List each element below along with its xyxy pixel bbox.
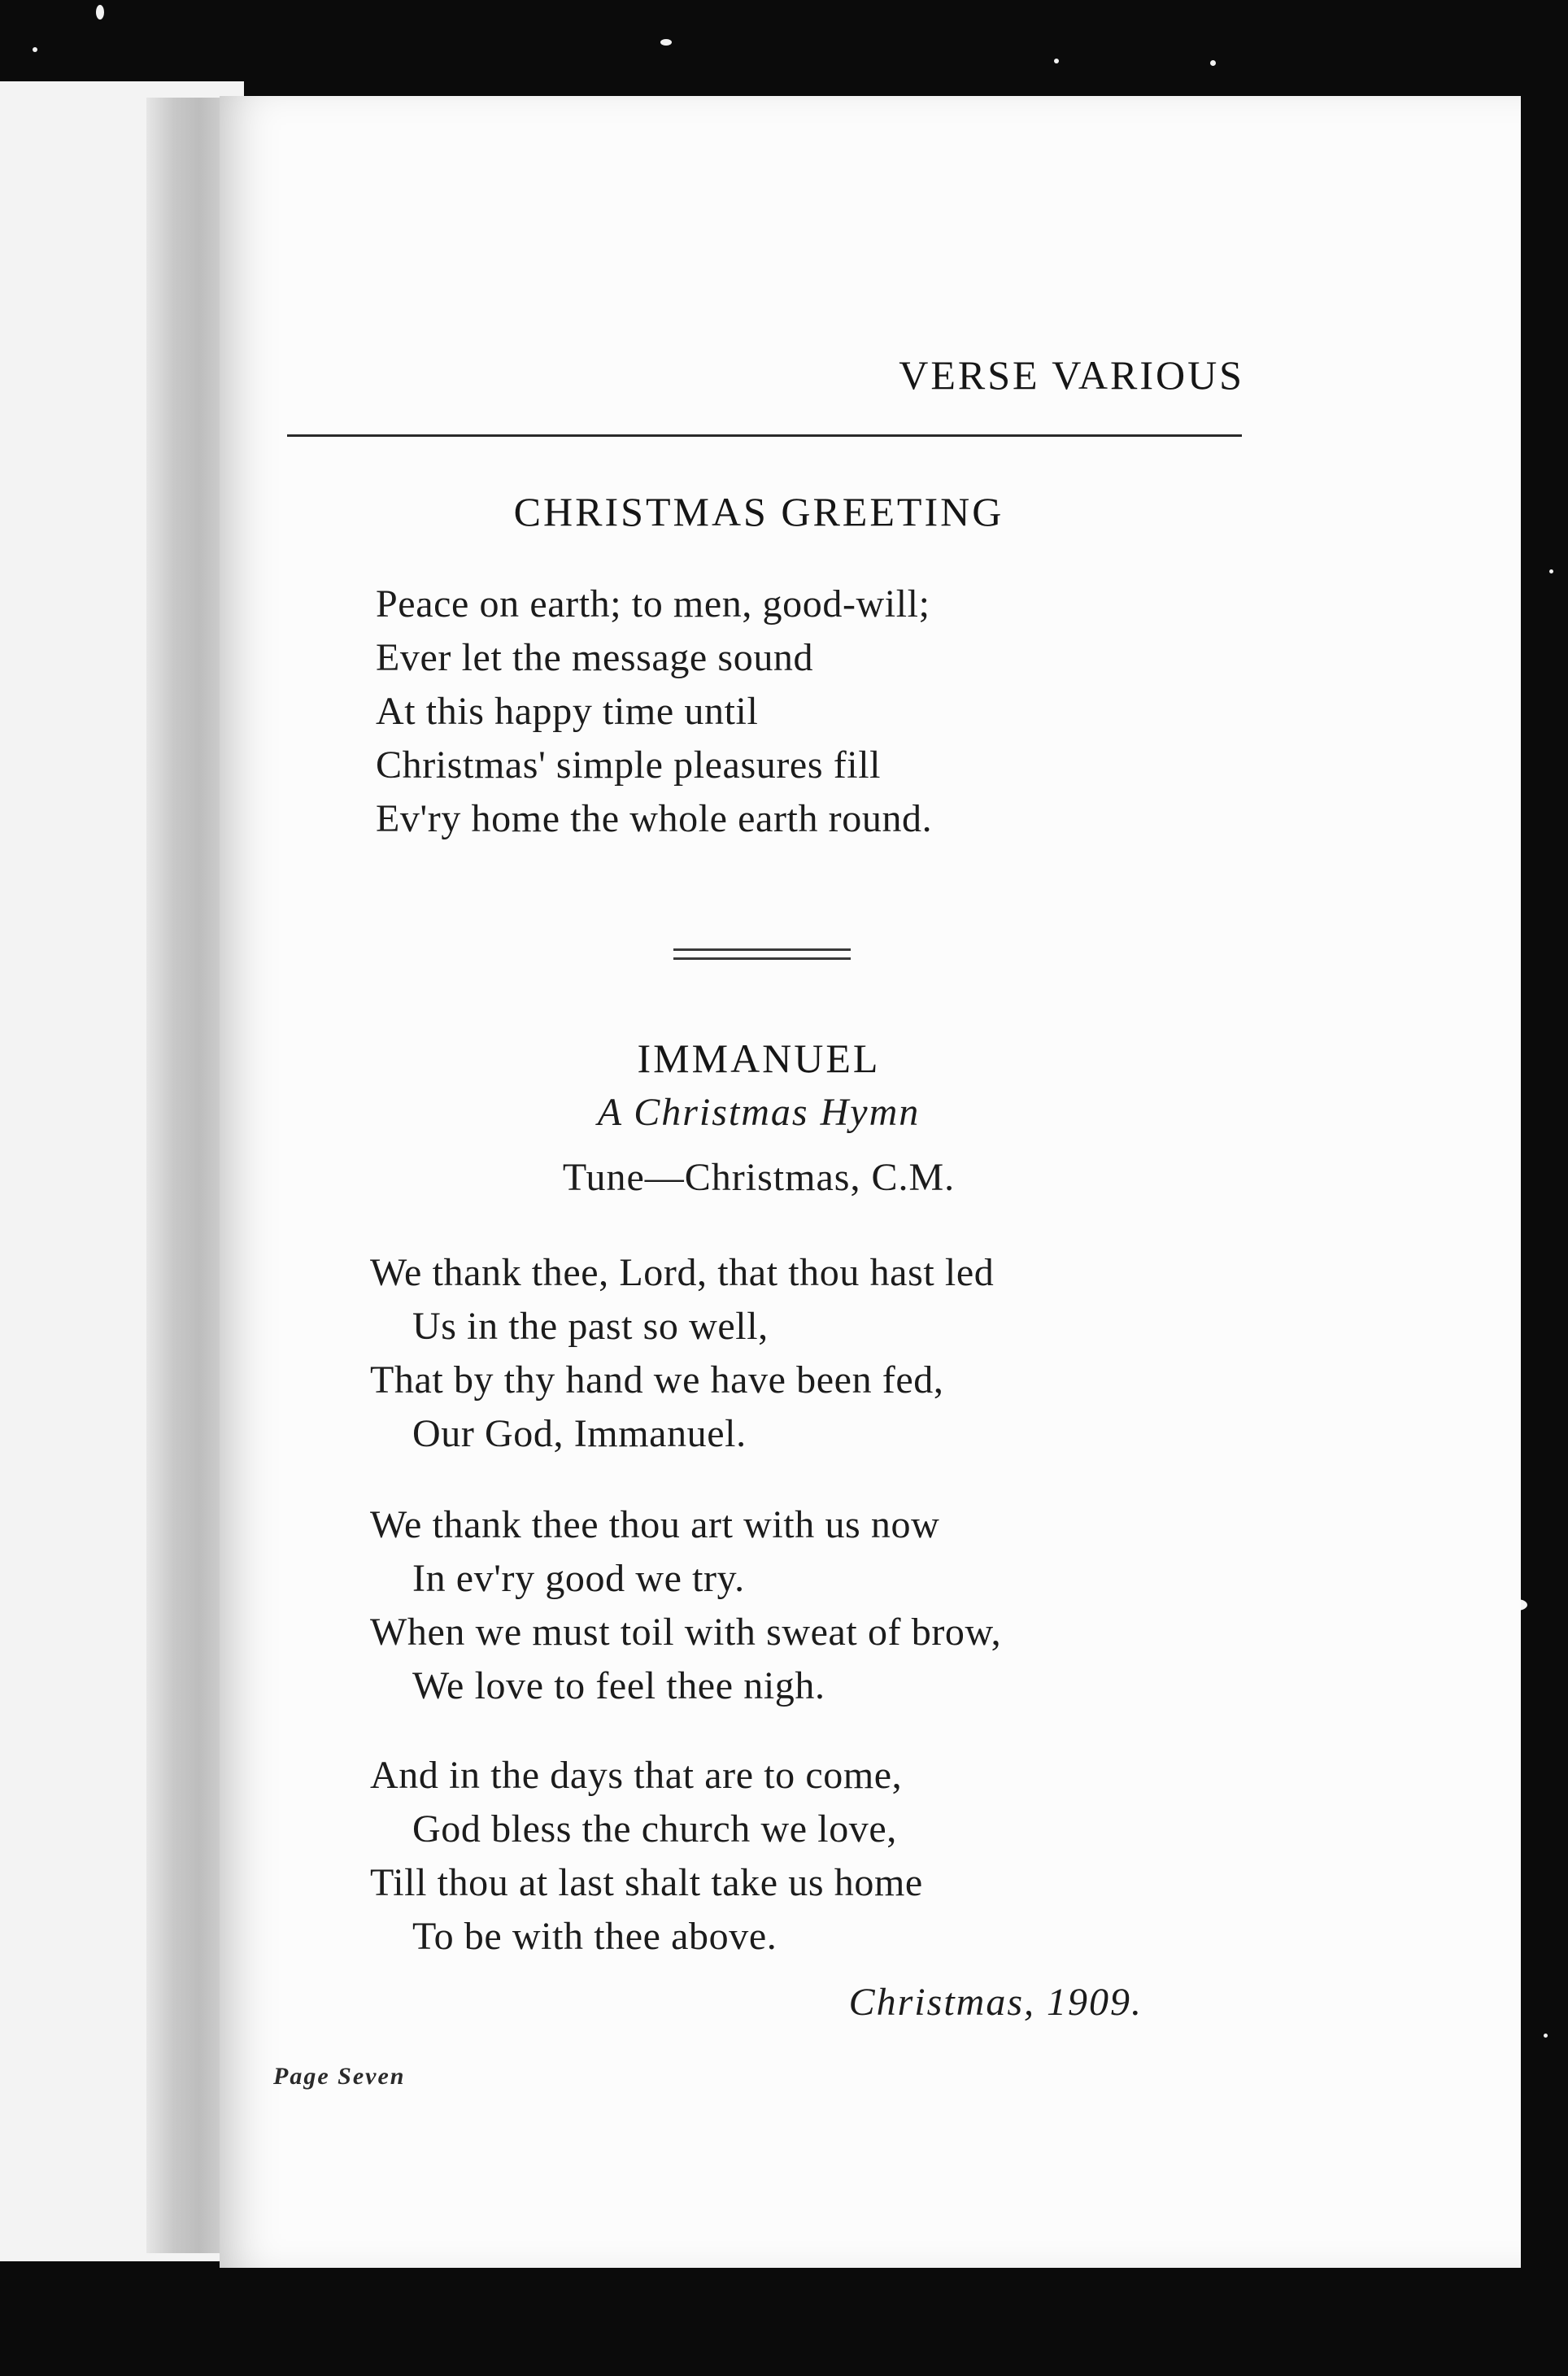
scan-speck <box>1549 569 1553 573</box>
poem-line: Peace on earth; to men, good-will; <box>376 582 930 626</box>
scan-speck <box>660 39 672 46</box>
scan-speck <box>33 47 37 52</box>
christmas-greeting-title: CHRISTMAS GREETING <box>513 489 1004 534</box>
poem-line: Ev'ry home the whole earth round. <box>376 797 933 840</box>
scan-speck <box>1054 59 1059 63</box>
page-number: Page Seven <box>273 2063 406 2090</box>
poem-line: At this happy time until <box>376 690 759 733</box>
immanuel-subtitle: A Christmas Hymn <box>597 1091 921 1134</box>
hymn-line: That by thy hand we have been fed, <box>370 1358 944 1402</box>
section-divider <box>673 948 851 960</box>
hymn-line: We love to feel thee nigh. <box>412 1664 825 1707</box>
hymn-line: When we must toil with sweat of brow, <box>370 1611 1002 1654</box>
immanuel-tune: Tune—Christmas, C.M. <box>562 1156 956 1199</box>
hymn-line: Us in the past so well, <box>412 1305 769 1348</box>
poem-line: Christmas' simple pleasures fill <box>376 743 882 787</box>
hymn-line: We thank thee thou art with us now <box>370 1503 940 1546</box>
hymn-line: We thank thee, Lord, that thou hast led <box>370 1251 995 1294</box>
hymn-line: God bless the church we love, <box>412 1807 897 1851</box>
scan-speck <box>96 5 104 20</box>
scan-speck <box>1210 60 1216 66</box>
poem-line: Ever let the message sound <box>376 636 814 679</box>
running-head: VERSE VARIOUS <box>899 352 1244 398</box>
hymn-stanza-3 <box>370 1749 923 1964</box>
hymn-line: Till thou at last shalt take us home <box>370 1861 923 1904</box>
hymn-line: Our God, Immanuel. <box>412 1412 747 1455</box>
christmas-greeting-stanza <box>376 578 932 846</box>
scan-speck <box>1544 2034 1548 2038</box>
hymn-line: To be with thee above. <box>412 1915 777 1958</box>
header-rule <box>287 434 1242 437</box>
hymn-line: And in the days that are to come, <box>370 1754 903 1797</box>
hymn-line: In ev'ry good we try. <box>412 1557 745 1600</box>
immanuel-title: IMMANUEL <box>637 1035 881 1081</box>
dateline: Christmas, 1909. <box>848 1981 1143 2024</box>
hymn-stanza-2 <box>370 1498 1001 1713</box>
hymn-stanza-1 <box>370 1246 994 1461</box>
